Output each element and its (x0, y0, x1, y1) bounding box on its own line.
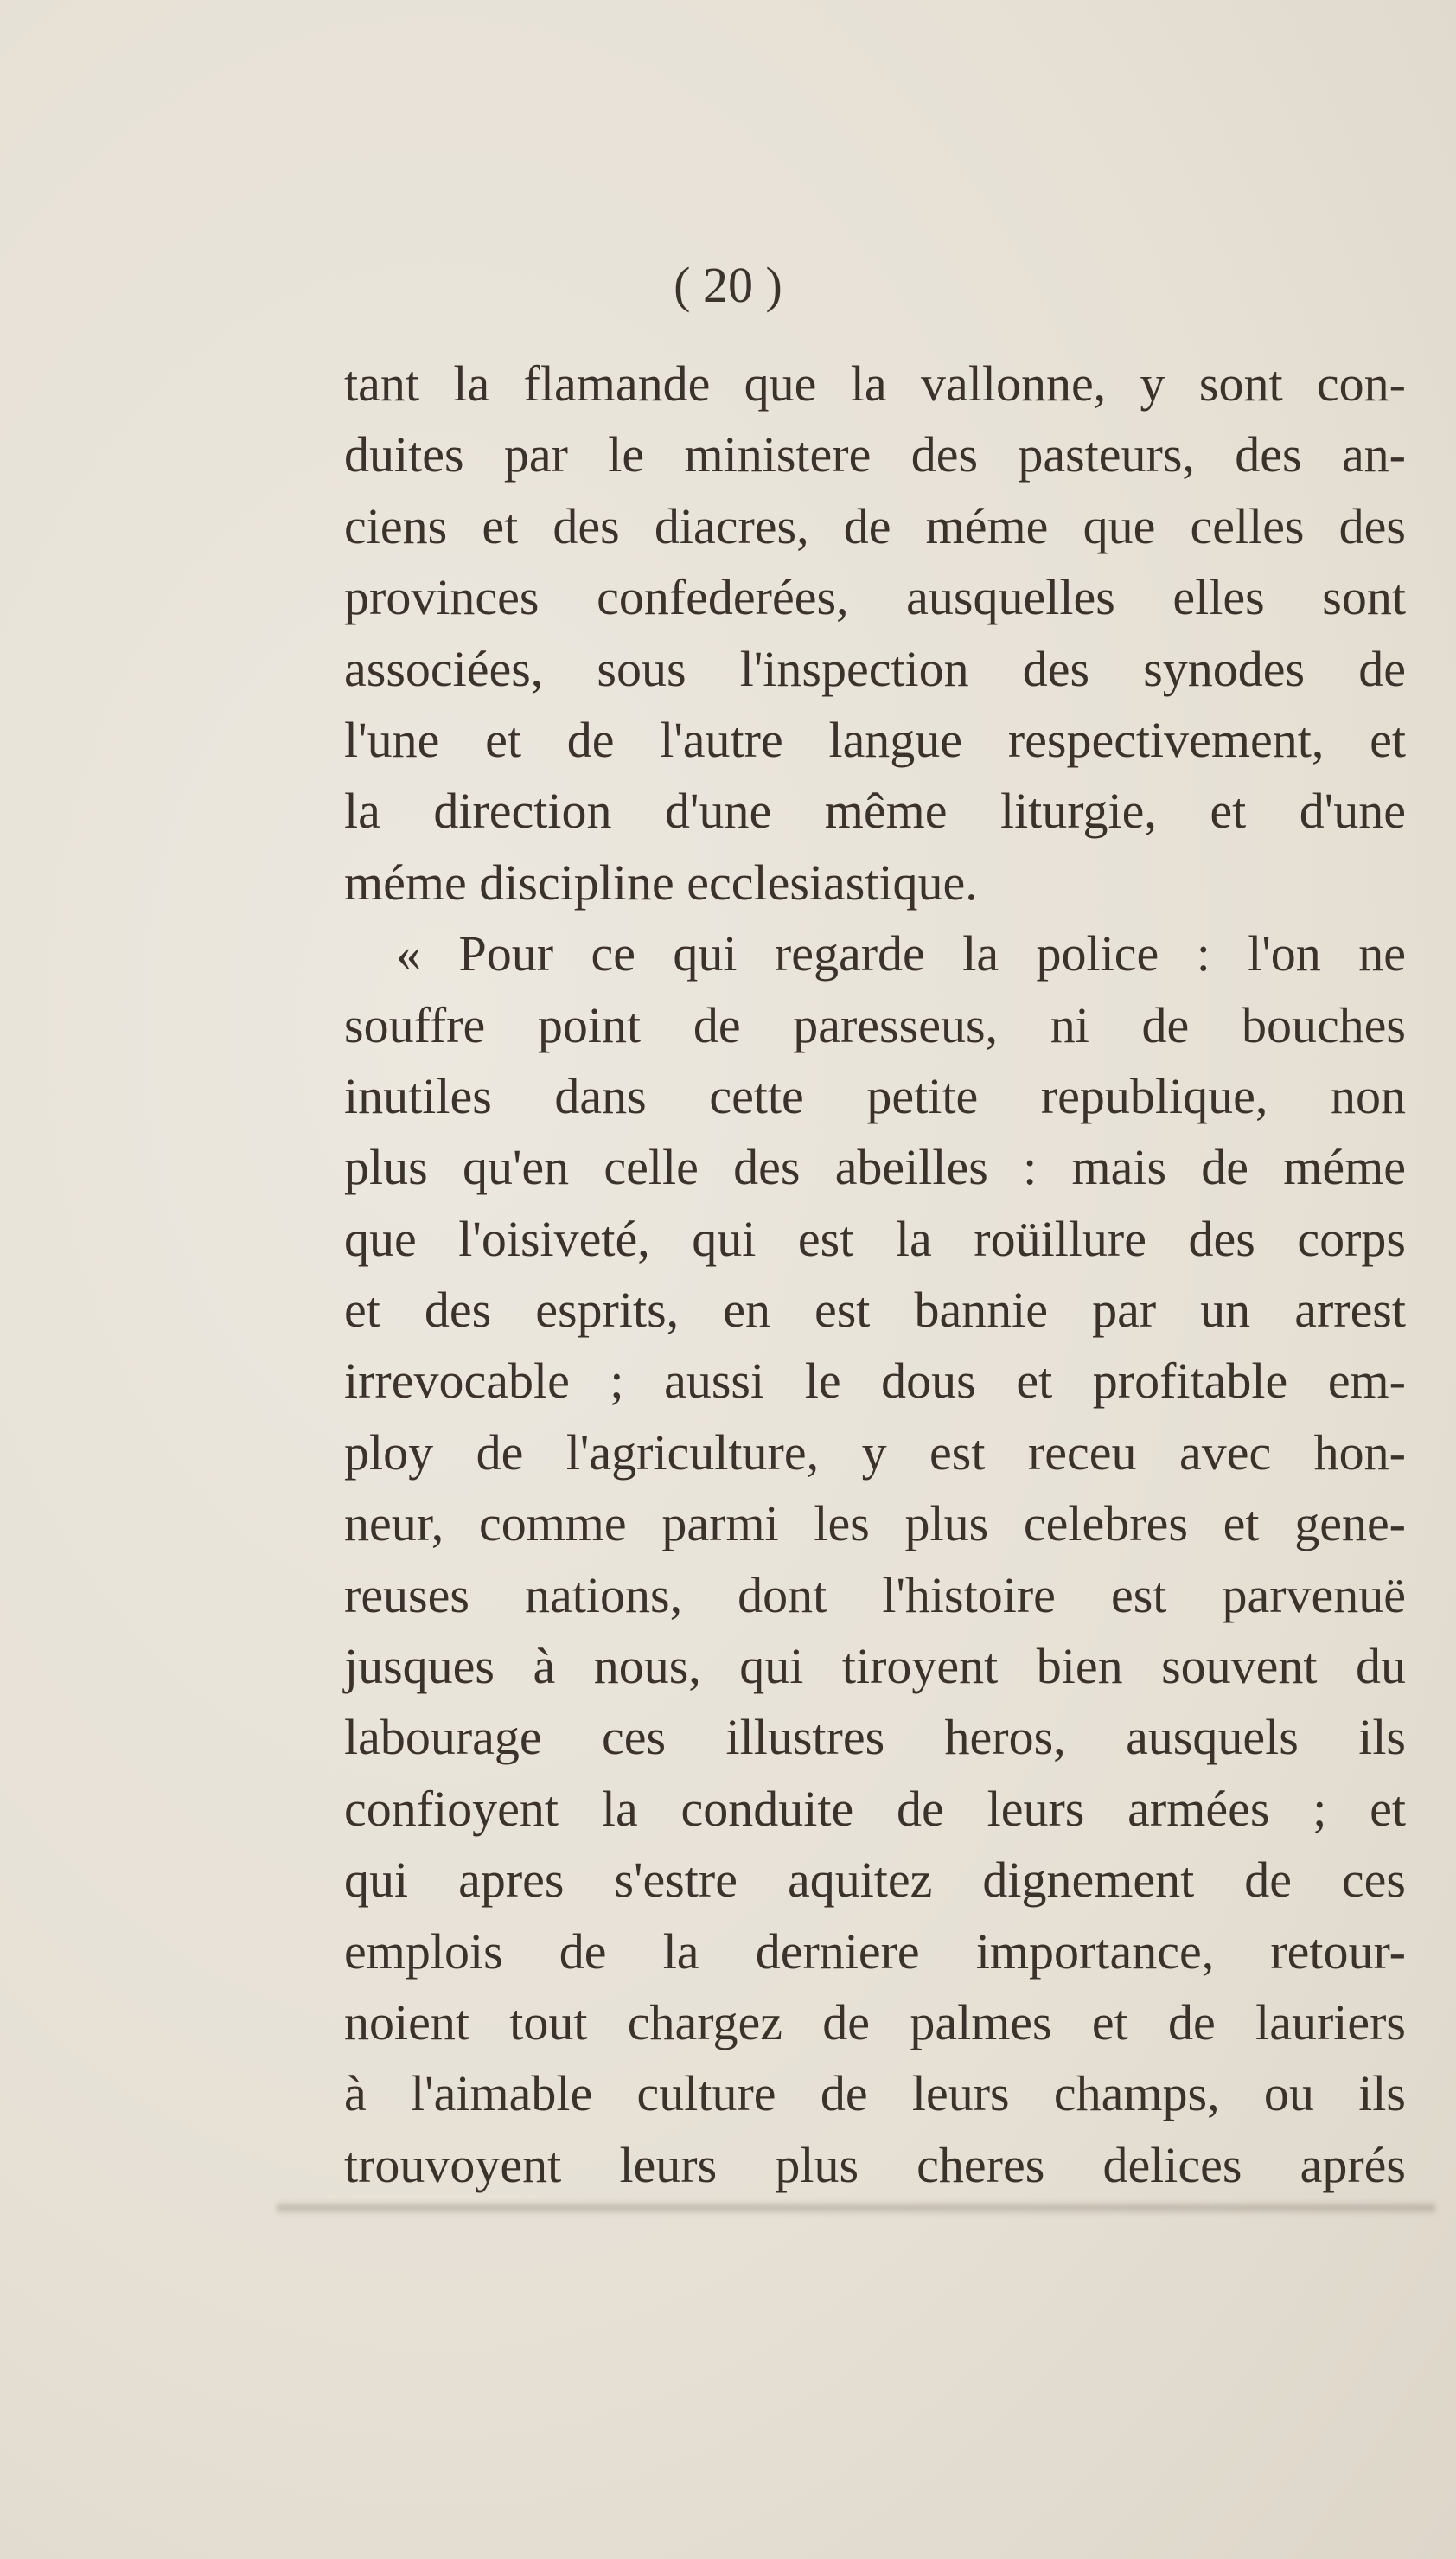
text-line: neur, comme parmi les plus celebres et gene- (344, 1495, 1406, 1552)
body-text (344, 349, 1406, 2201)
text-line: à l'aimable culture de leurs champs, ou ils (344, 2065, 1406, 2122)
text-line: la direction d'une même liturgie, et d'une (344, 783, 1406, 840)
text-line: « Pour ce qui regarde la police : l'on ne (396, 925, 1406, 982)
text-line: provinces confederées, ausquelles elles sont (344, 569, 1406, 626)
text-line: ploy de l'agriculture, y est receu avec hon- (344, 1423, 1406, 1481)
page-number: ( 20 ) (674, 257, 782, 313)
text-line: associées, sous l'inspection des synodes de (344, 640, 1406, 697)
text-line: ciens et des diacres, de méme que celles des (344, 497, 1406, 554)
text-line: reuses nations, dont l'histoire est parvenuë (344, 1566, 1406, 1623)
text-line: trouvoyent leurs plus cheres delices aprés (344, 2136, 1406, 2193)
text-line: labourage ces illustres heros, ausquels ils (344, 1709, 1406, 1766)
page-shadow (277, 2201, 1435, 2215)
text-line: irrevocable ; aussi le dous et profitable em- (344, 1353, 1406, 1410)
text-line: emplois de la derniere importance, retour- (344, 1922, 1406, 1980)
text-line: confioyent la conduite de leurs armées ; et (344, 1780, 1406, 1837)
text-line: noient tout chargez de palmes et de lauriers (344, 1993, 1406, 2050)
text-line: méme discipline ecclesiastique. (344, 854, 978, 911)
text-line: l'une et de l'autre langue respectivement, et (344, 711, 1406, 768)
text-line: tant la flamande que la vallonne, y sont con- (344, 355, 1406, 412)
text-line: inutiles dans cette petite republique, non (344, 1067, 1406, 1124)
text-line: et des esprits, en est bannie par un arrest (344, 1282, 1406, 1339)
text-line: souffre point de paresseus, ni de bouches (344, 996, 1406, 1053)
text-line: jusques à nous, qui tiroyent bien souvent du (344, 1638, 1406, 1695)
text-line: plus qu'en celle des abeilles : mais de méme (344, 1139, 1406, 1196)
text-line: que l'oisiveté, qui est la roüillure des corps (344, 1210, 1406, 1267)
text-line: qui apres s'estre aquitez dignement de ces (344, 1852, 1406, 1909)
text-line: duites par le ministere des pasteurs, des an- (344, 426, 1406, 483)
